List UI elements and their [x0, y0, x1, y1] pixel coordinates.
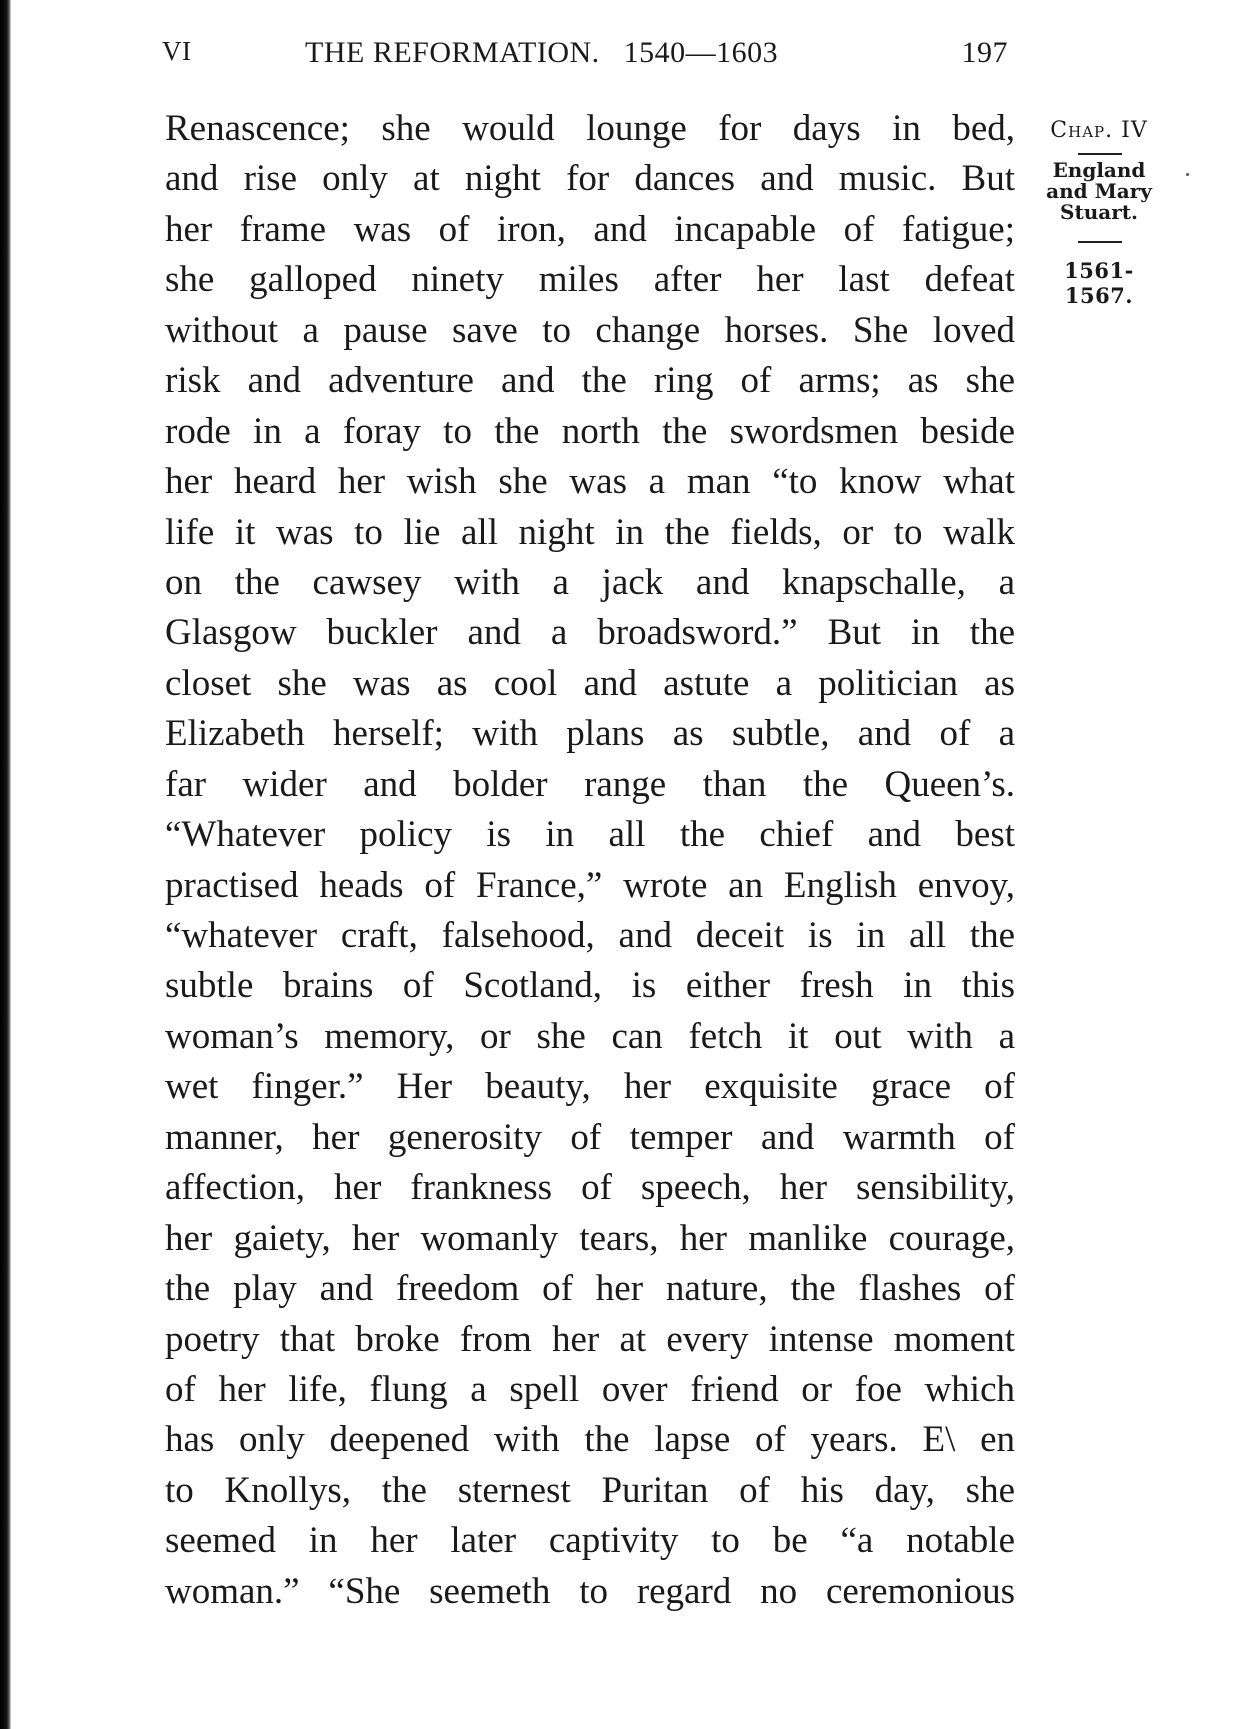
margin-chapter-label: Chap. IV [1050, 118, 1148, 143]
margin-rule [1078, 153, 1122, 155]
text-line: wet finger.” Her beauty, her exquisite grace of [165, 1066, 1015, 1108]
text-line: Glasgow buckler and a broadsword.” But in the [165, 612, 1015, 654]
text-line: on the cawsey with a jack and knapschalle, a [165, 561, 1015, 603]
margin-dates: 1561-1567. [1064, 258, 1134, 308]
text-line: poetry that broke from her at every intense moment [165, 1318, 1015, 1360]
book-spine-edge [0, 0, 11, 1729]
running-title: THE REFORMATION. 1540—1603 [305, 36, 779, 69]
text-line: closet she was as cool and astute a politician as [165, 662, 1015, 704]
margin-subject-line: Stuart. [1060, 200, 1138, 224]
text-line: far wider and bolder range than the Queen’s. [165, 763, 1015, 805]
text-line: the play and freedom of her nature, the flashes of [165, 1268, 1015, 1310]
text-line: without a pause save to change horses. She loved [165, 309, 1015, 351]
body-text [165, 104, 1015, 1617]
text-line: her heard her wish she was a man “to know what [165, 461, 1015, 503]
section-number: VI [162, 36, 192, 66]
running-head [160, 36, 1010, 76]
text-line: seemed in her later captivity to be “a notable [165, 1520, 1015, 1562]
text-line: risk and adventure and the ring of arms; as she [165, 360, 1015, 402]
text-line: practised heads of France,” wrote an English envoy, [165, 864, 1015, 906]
text-line: affection, her frankness of speech, her sensibility, [165, 1167, 1015, 1209]
text-line: of her life, flung a spell over friend or foe which [165, 1368, 1015, 1410]
text-line: “whatever craft, falsehood, and deceit is in all the [165, 915, 1015, 956]
text-line: subtle brains of Scotland, is either fresh in this [165, 965, 1015, 1007]
text-line: rode in a foray to the north the swordsmen beside [165, 410, 1015, 452]
text-line: woman.” “She seemeth to regard no ceremonious [165, 1570, 1015, 1612]
text-line: manner, her generosity of temper and warmth of [165, 1116, 1015, 1158]
text-line: her gaiety, her womanly tears, her manlike courage, [165, 1217, 1015, 1259]
text-line: woman’s memory, or she can fetch it out with a [165, 1015, 1015, 1057]
text-line: has only deepened with the lapse of years. E\ en [165, 1419, 1015, 1461]
text-line: “Whatever policy is in all the chief and best [165, 814, 1015, 856]
margin-subject [1034, 160, 1164, 223]
text-line: Renascence; she would lounge for days in bed, [165, 108, 1015, 149]
text-line: her frame was of iron, and incapable of fatigue; [165, 208, 1015, 250]
text-line: she galloped ninety miles after her last defeat [165, 259, 1015, 301]
margin-rule [1078, 241, 1122, 243]
print-speck [1186, 173, 1189, 176]
text-line: Elizabeth herself; with plans as subtle, and of a [165, 713, 1015, 755]
text-line: life it was to lie all night in the fields, or to walk [165, 511, 1015, 553]
page-number: 197 [961, 36, 1008, 69]
text-line: to Knollys, the sternest Puritan of his day, she [165, 1469, 1015, 1511]
margin-subject-line: and Mary [1046, 179, 1152, 203]
margin-subject-line: England [1052, 158, 1146, 182]
text-line: and rise only at night for dances and music. But [165, 158, 1015, 200]
